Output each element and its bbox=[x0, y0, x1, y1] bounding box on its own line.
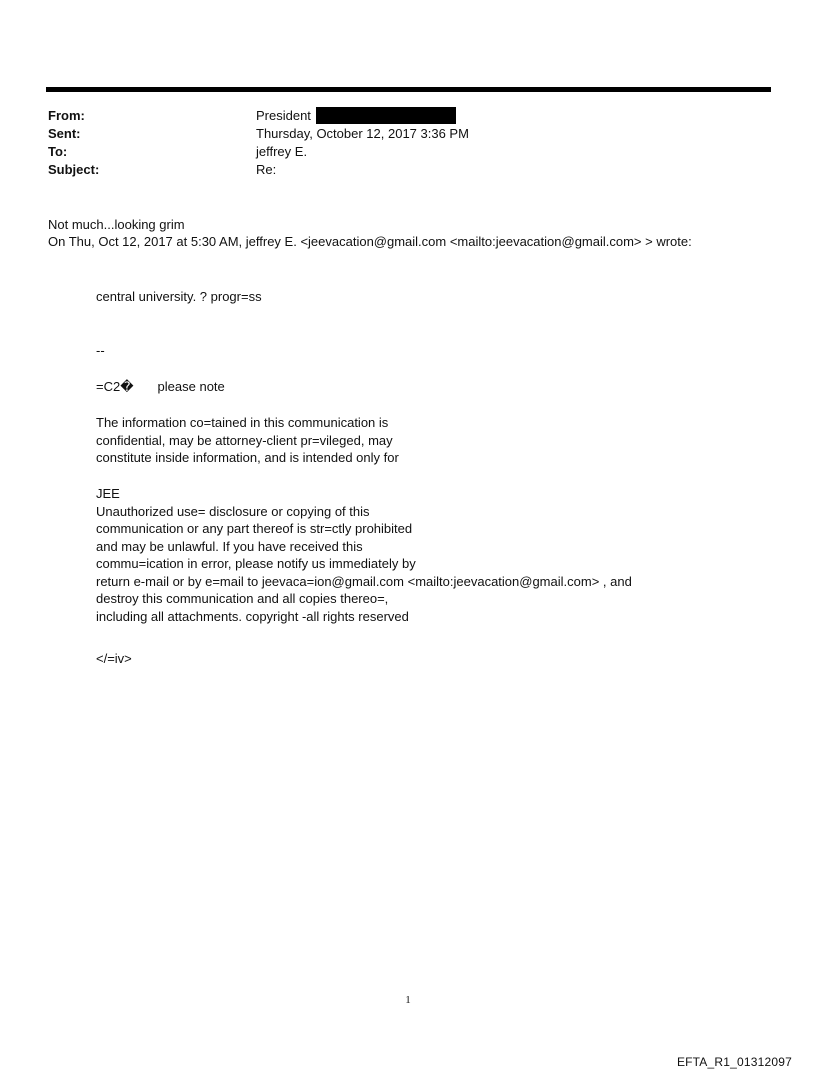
header-divider-rule bbox=[46, 87, 771, 92]
disclaimer-paragraph-2 bbox=[96, 485, 776, 625]
note-text: please note bbox=[157, 379, 225, 394]
disclaimer-line: commu=ication in error, please notify us immediately by bbox=[96, 556, 416, 571]
disclaimer-paragraph-1 bbox=[96, 414, 776, 467]
email-header bbox=[48, 107, 768, 179]
from-value bbox=[256, 107, 456, 125]
quote-attribution: On Thu, Oct 12, 2017 at 5:30 AM, jeffrey E. <jeevacation@gmail.com <mailto:jeevacation@gmail.com> > wrote: bbox=[48, 234, 692, 249]
disclaimer-line: including all attachments. copyright -all rights reserved bbox=[96, 608, 409, 624]
to-value: jeffrey E. bbox=[256, 144, 308, 159]
disclaimer-line: constitute inside information, and is intended only for bbox=[96, 450, 399, 465]
from-row bbox=[48, 107, 768, 125]
to-label: To: bbox=[48, 144, 68, 159]
note-line bbox=[96, 378, 776, 396]
subject-label: Subject: bbox=[48, 162, 100, 177]
from-label: From: bbox=[48, 108, 85, 123]
note-paragraph bbox=[96, 378, 776, 396]
subject-row bbox=[48, 161, 768, 179]
disclaimer-line: Unauthorized use= disclosure or copying of this bbox=[96, 503, 370, 519]
document-id: EFTA_R1_01312097 bbox=[676, 1055, 792, 1069]
sent-value: Thursday, October 12, 2017 3:36 PM bbox=[256, 126, 469, 141]
page-number: 1 bbox=[405, 994, 411, 1006]
disclaimer-line: return e-mail or by e=mail to jeevaca=ion@gmail.com <mailto:jeevacation@gmail.com> , and bbox=[96, 573, 632, 589]
closing-tag: </=iv> bbox=[96, 651, 132, 666]
redaction-box bbox=[316, 107, 456, 124]
subject-value: Re: bbox=[256, 162, 277, 177]
disclaimer-line: communication or any part thereof is str=ctly prohibited bbox=[96, 521, 413, 536]
disclaimer-line: confidential, may be attorney-client pr=vileged, may bbox=[96, 432, 393, 448]
from-name: President bbox=[256, 108, 311, 123]
disclaimer-line: The information co=tained in this communication is bbox=[96, 415, 389, 430]
separator-dashes: -- bbox=[96, 343, 105, 358]
sent-row bbox=[48, 125, 768, 143]
signature-separator bbox=[96, 342, 776, 360]
disclaimer-line: and may be unlawful. If you have received this bbox=[96, 538, 363, 554]
reply-text: Not much...looking grim bbox=[48, 217, 185, 232]
to-row bbox=[48, 143, 768, 161]
sent-label: Sent: bbox=[48, 126, 81, 141]
note-prefix: =C2� bbox=[96, 379, 134, 394]
disclaimer-line: destroy this communication and all copies thereo=, bbox=[96, 591, 389, 606]
quoted-message bbox=[96, 288, 776, 306]
quoted-line: central university. ? progr=ss bbox=[96, 289, 262, 304]
email-body bbox=[48, 216, 778, 250]
closing-tag-line bbox=[96, 650, 776, 668]
disclaimer-line: JEE bbox=[96, 486, 120, 501]
